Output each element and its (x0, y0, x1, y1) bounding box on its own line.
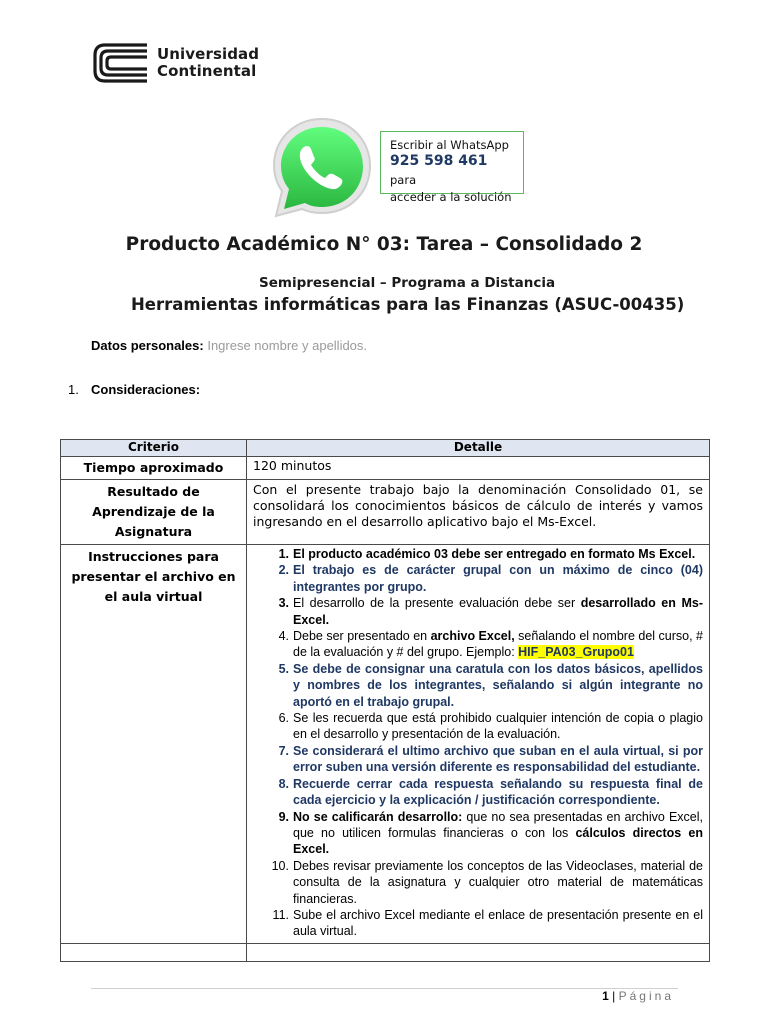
item-number: 6. (278, 711, 289, 726)
filename-example: HIF_PA03_Grupo01 (518, 645, 634, 660)
row-criterio (61, 480, 247, 545)
whatsapp-contact-box (380, 131, 524, 204)
list-item (247, 710, 705, 743)
item-text: Se considerará el ultimo archivo que suban en el aula virtual, si por error suben una versión diferente es responsabilidad del estudiante. (293, 743, 703, 775)
personal-data-field[interactable]: Ingrese nombre y apellidos. (207, 338, 368, 353)
whatsapp-phone[interactable]: 925 598 461 (390, 153, 488, 169)
section-heading (68, 382, 200, 397)
list-item (247, 743, 705, 776)
item-number: 5. (278, 661, 289, 676)
document-title (0, 234, 768, 255)
subtitle-course: Herramientas informáticas para las Finanzas (ASUC-00435) (131, 295, 685, 314)
logo-line2: Continental (157, 62, 257, 80)
item-text: Recuerde cerrar cada respuesta señalando su respuesta final de cada ejercicio y la explicación / justificación correspondiente. (293, 776, 703, 808)
page-footer (602, 989, 674, 1003)
item-text: Debes revisar previamente los conceptos de las Videoclases, material de consulta de la asignatura y cualquier otro material de matemáticas financieras. (293, 858, 703, 906)
item-bold: cálculos directos en Excel. (293, 825, 703, 857)
page-number: 1 (602, 989, 609, 1003)
item-bold: archivo Excel, (430, 629, 515, 644)
list-item (247, 858, 705, 907)
header-criterio: Criterio (61, 440, 247, 457)
section-label: Consideraciones: (91, 382, 201, 397)
empty-cell (61, 943, 247, 961)
item-number: 3. (278, 596, 289, 611)
item-number: 2. (278, 563, 289, 578)
item-number: 7. (278, 743, 289, 758)
detalle-text: Con el presente trabajo bajo la denominación Consolidado 01, se consolidará los conocimientos básicos de cálculo de interés y vamos ingresando en el desarrollo aplicativo bajo el Ms-Excel. (253, 482, 703, 529)
subtitle-modality: Semipresencial – Programa a Distancia (259, 275, 556, 291)
list-item (247, 661, 705, 710)
item-text-mid: señalando el nombre del curso, # de la evaluación y # del grupo. Ejemplo: (293, 629, 704, 660)
list-item (247, 628, 705, 661)
list-item (247, 776, 705, 809)
whatsapp-icon (266, 113, 378, 223)
item-number: 10. (271, 858, 289, 873)
whatsapp-line3: acceder a la solución (390, 190, 512, 204)
criterio-text: Resultado de Aprendizaje de la Asignatura (92, 484, 215, 539)
criteria-table (60, 439, 710, 962)
list-item (247, 809, 705, 858)
title-text: Producto Académico N° 03: Tarea – Consolidado 2 (125, 234, 643, 255)
table-row (61, 480, 710, 545)
item-text-mid: que no sea presentadas en archivo Excel, que no utilicen formulas financieras o con los (293, 809, 703, 840)
list-item (247, 562, 705, 595)
section-number: 1. (68, 382, 79, 397)
row-criterio (61, 545, 247, 944)
table-row (61, 545, 710, 944)
item-bold: desarrollado en Ms- Excel. (293, 596, 703, 627)
item-text: El desarrollo de la presente evaluación debe ser (293, 596, 581, 611)
item-number: 1. (278, 547, 289, 561)
criterio-text: Instrucciones para presentar el archivo en el aula virtual (71, 549, 236, 604)
row-detalle: 120 minutos (247, 457, 710, 480)
logo-line1: Universidad (157, 45, 260, 63)
item-text: El producto académico 03 debe ser entregado en formato Ms Excel. (293, 547, 696, 561)
list-item (247, 595, 705, 628)
empty-cell (247, 943, 710, 961)
criterio-text: Tiempo aproximado (83, 460, 224, 475)
item-bold: No se calificarán desarrollo: (293, 809, 463, 824)
personal-data (91, 338, 367, 353)
footer-divider (91, 988, 678, 989)
list-item (247, 907, 705, 940)
table-row-empty (61, 943, 710, 961)
item-number: 9. (278, 809, 289, 824)
item-text: El trabajo es de carácter grupal con un máximo de cinco (04) integrantes por grupo. (293, 563, 703, 594)
item-number: 11. (272, 907, 289, 922)
whatsapp-line2 (390, 152, 515, 190)
row-criterio (61, 457, 247, 480)
university-logo (91, 42, 259, 84)
personal-data-label: Datos personales: (91, 338, 204, 353)
item-number: 8. (278, 776, 289, 791)
table-row (61, 457, 710, 480)
row-detalle (247, 545, 710, 944)
university-name (157, 46, 259, 80)
item-number: 4. (278, 629, 289, 644)
footer-separator: | (612, 989, 616, 1003)
page-word: Página (618, 989, 674, 1003)
table-header-row (61, 440, 710, 457)
header-detalle: Detalle (247, 440, 710, 457)
item-text: Se les recuerda que está prohibido cualquier intención de copia o plagio en el desarrollo y presentación de la evaluación. (293, 711, 703, 742)
whatsapp-line1: Escribir al WhatsApp (390, 138, 509, 152)
item-text: Sube el archivo Excel mediante el enlace de presentación presente en el aula virtual. (293, 907, 703, 939)
whatsapp-para: para (390, 173, 417, 187)
row-detalle (247, 480, 710, 545)
university-logo-icon (91, 42, 149, 84)
item-text: Se debe de consignar una caratula con los datos básicos, apellidos y nombres de los integrantes, señalando si algún integrante no aportó en el trabajo grupal. (293, 661, 703, 709)
list-item (247, 546, 705, 562)
item-text: Debe ser presentado en (293, 629, 431, 644)
instructions-list (247, 546, 705, 940)
